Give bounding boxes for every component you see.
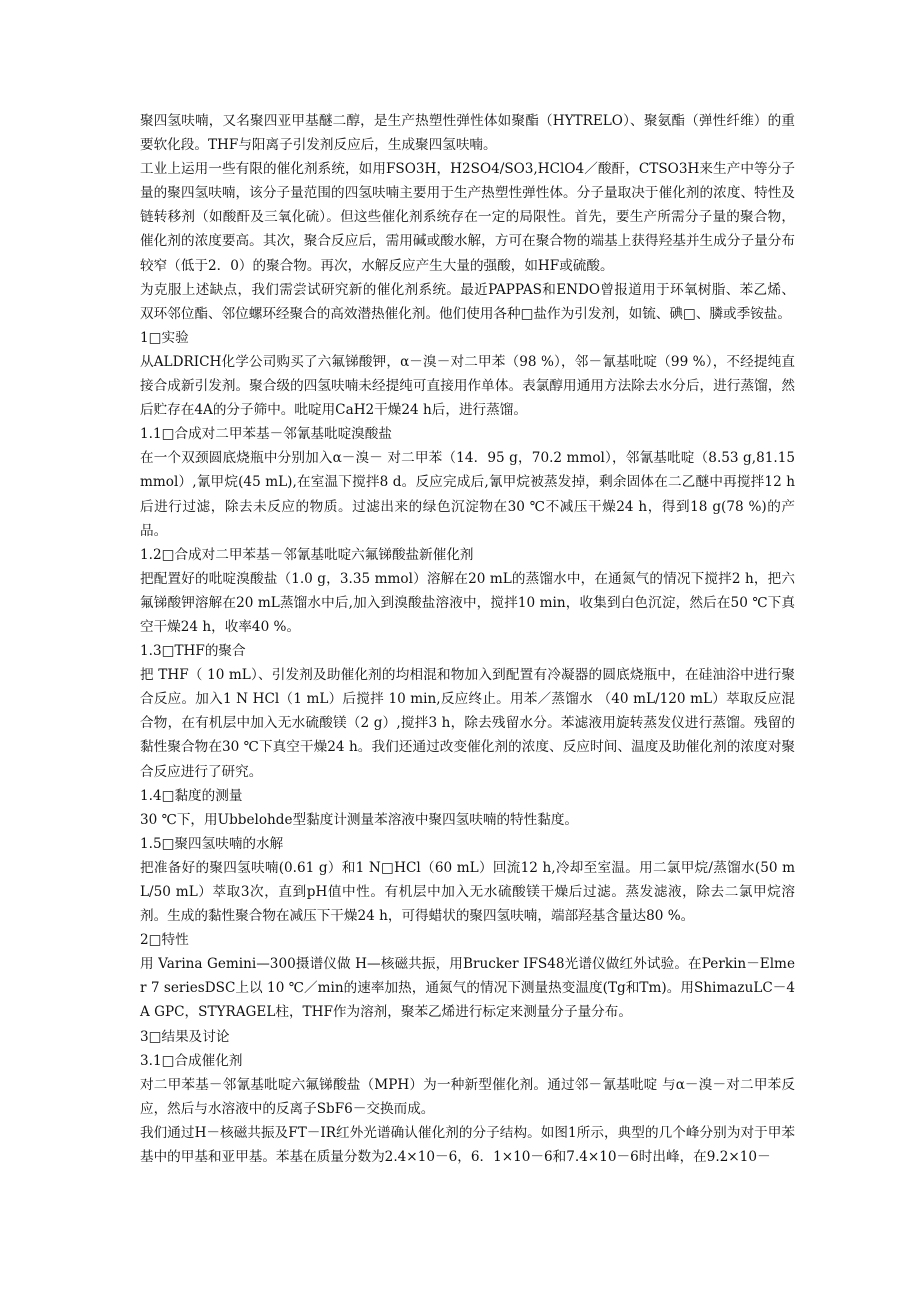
paragraph: 把 THF（ 10 mL）、引发剂及助催化剂的均相混和物加入到配置有冷凝器的圆底烧瓶中，在硅油浴中进行聚合反应。加入1 N HCl（1 mL）后搅拌 10 min,反应终止。用苯／蒸馏水 （40 mL/120 mL）萃取反应混合物，在有机层中加入无水硫酸镁（2 g）,搅拌3 h，除去残留水分。苯滤液用旋转蒸发仪进行蒸馏。残留的黏性聚合物在30 ℃下真空干燥24 h。我们还通过改变催化剂的浓度、反应时间、温度及助催化剂的浓度对聚合反应进行了研究。	[140, 667, 795, 780]
section-heading: 1.1□合成对二甲苯基－邻氰基吡啶溴酸盐	[140, 426, 392, 443]
section-heading: 1□实验	[140, 329, 189, 346]
paragraph: 聚四氢呋喃，又名聚四亚甲基醚二醇，是生产热塑性弹性体如聚酯（HYTRELO）、聚氨酯（弹性纤维）的重要软化段。THF与阳离子引发剂反应后，生成聚四氢呋喃。	[140, 113, 795, 154]
paragraph: 从ALDRICH化学公司购买了六氟锑酸钾，α－溴－对二甲苯（98 %），邻－氰基吡啶（99 %），不经提纯直接合成新引发剂。聚合级的四氢呋喃未经提纯可直接用作单体。表氯醇用通用方法除去水分后，进行蒸馏，然后贮存在4A的分子筛中。吡啶用CaH2干燥24 h后，进行蒸馏。	[140, 353, 795, 419]
document-page	[140, 109, 795, 1169]
section-heading: 1.2□合成对二甲苯基－邻氰基吡啶六氟锑酸盐新催化剂	[140, 546, 474, 563]
paragraph: 把配置好的吡啶溴酸盐（1.0 g，3.35 mmol）溶解在20 mL的蒸馏水中，在通氮气的情况下搅拌2 h，把六氟锑酸钾溶解在20 mL蒸馏水中后,加入到溴酸盐溶液中，搅拌10 min，收集到白色沉淀，然后在50 ℃下真空干燥24 h，收率40 %。	[140, 570, 795, 635]
section-heading: 2□特性	[140, 932, 189, 949]
paragraph: 为克服上述缺点，我们需尝试研究新的催化剂系统。最近PAPPAS和ENDO曾报道用于环氧树脂、苯乙烯、双环邻位酯、邻位螺环经聚合的高效潜热催化剂。他们使用各种□盐作为引发剂，如锍、碘□、膦或季铵盐。	[140, 281, 795, 322]
paragraph: 把准备好的聚四氢呋喃(0.61 g）和1 N□HCl（60 mL）回流12 h,冷却至室温。用二氯甲烷/蒸馏水(50 mL/50 mL）萃取3次，直到pH值中性。有机层中加入无水硫酸镁干燥后过滤。蒸发滤液，除去二氯甲烷溶剂。生成的黏性聚合物在减压下干燥24 h，可得蜡状的聚四氢呋喃，端部羟基含量达80 %。	[140, 859, 795, 925]
paragraph: 工业上运用一些有限的催化剂系统，如用FSO3H，H2SO4/SO3,HClO4／酸酐，CTSO3H来生产中等分子量的聚四氢呋喃，该分子量范围的四氢呋喃主要用于生产热塑性弹性体。分子量取决于催化剂的浓度、特性及链转移剂（如酸酐及三氧化硫）。但这些催化剂系统存在一定的局限性。首先，要生产所需分子量的聚合物，催化剂的浓度要高。其次，聚合反应后，需用碱或酸水解，方可在聚合物的端基上获得羟基并生成分子量分布较窄（低于2．0）的聚合物。再次，水解反应产生大量的强酸，如HF或硫酸。	[140, 161, 795, 274]
paragraph: 我们通过H－核磁共振及FT－IR红外光谱确认催化剂的分子结构。如图1所示，典型的几个峰分别为对于甲苯基中的甲基和亚甲基。苯基在质量分数为2.4×10－6，6．1×10－6和7.4×10－6时出峰，在9.2×10－	[140, 1124, 795, 1166]
section-heading: 3□结果及讨论	[140, 1028, 230, 1045]
paragraph: 30 ℃下，用Ubbelohde型黏度计测量苯溶液中聚四氢呋喃的特性黏度。	[140, 811, 579, 828]
section-heading: 1.5□聚四氢呋喃的水解	[140, 835, 284, 852]
paragraph: 对二甲苯基－邻氰基吡啶六氟锑酸盐（MPH）为一种新型催化剂。通过邻－氰基吡啶 与α－溴－对二甲苯反应，然后与水溶液中的反离子SbF6－交换而成。	[140, 1076, 795, 1117]
paragraph: 在一个双颈圆底烧瓶中分别加入α－溴－ 对二甲苯（14．95 g，70.2 mmol），邻氰基吡啶（8.53 g,81.15 mmol）,氰甲烷(45 mL),在室温下搅拌8 d。反应完成后,氰甲烷被蒸发掉，剩余固体在二乙醚中再搅拌12 h后进行过滤，除去未反应的物质。过滤出来的绿色沉淀物在30 ℃不减压干燥24 h，得到18 g(78 %)的产品。	[140, 450, 795, 539]
section-heading: 1.4□黏度的测量	[140, 787, 243, 804]
section-heading: 3.1□合成催化剂	[140, 1052, 243, 1069]
paragraph: 用 Varina Gemini—300摄谱仪做 H—核磁共振，用Brucker IFS48光谱仪做红外试验。在Perkin－Elmer 7 seriesDSC上以 10 ℃／min的速率加热，通氮气的情况下测量热变温度(Tg和Tm)。用ShimazuLC－4A GPC，STYRAGEL柱，THF作为溶剂，聚苯乙烯进行标定来测量分子量分布。	[140, 956, 795, 1021]
section-heading: 1.3□THF的聚合	[140, 643, 246, 660]
